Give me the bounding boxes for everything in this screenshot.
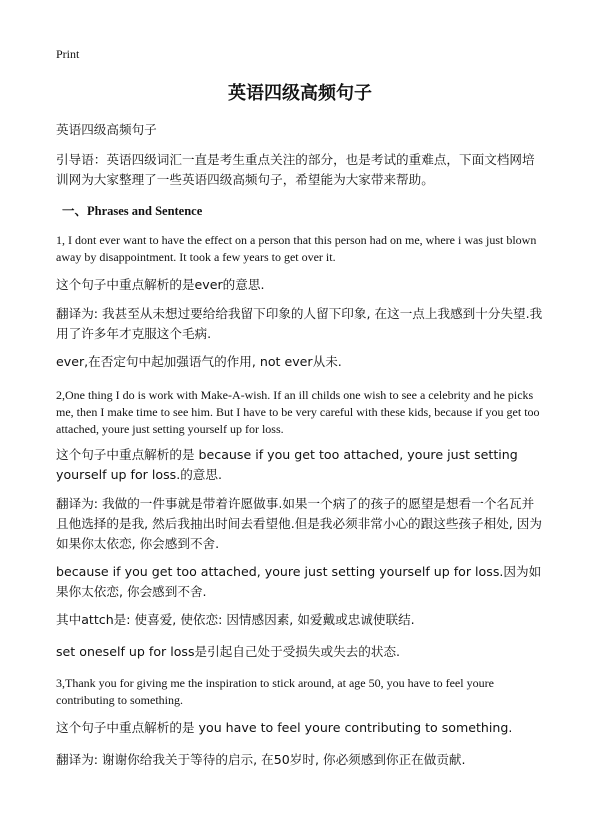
page-title: 英语四级高频句子	[228, 83, 372, 104]
sentence-1-analysis: 这个句子中重点解析的是ever的意思.	[56, 277, 265, 292]
sentence-1-translation: 翻译为: 我甚至从未想过要给给我留下印象的人留下印象, 在这一点上我感到十分失望.我用了许多年才克服这个毛病.	[56, 306, 543, 341]
sentence-2-note: because if you get too attached, youre just setting yourself up for loss.因为如果你太依恋, 你会感到不舍.	[56, 564, 542, 599]
sentence-3-translation: 翻译为: 谢谢你给我关于等待的启示, 在50岁时, 你必须感到你正在做贡献.	[56, 752, 466, 767]
sentence-1-note: ever,在否定句中起加强语气的作用, not ever从未.	[56, 354, 342, 369]
sentence-2-translation: 翻译为: 我做的一件事就是带着许愿做事.如果一个病了的孩子的愿望是想看一个名瓦并且他选择的是我, 然后我抽出时间去看望他.但是我必须非常小心的跟这些孩子相处, 因为如果你太依恋, 你会感到不舍.	[56, 496, 542, 551]
print-label[interactable]: Print	[56, 47, 80, 61]
sentence-3: 3,Thank you for giving me the inspiration to stick around, at age 50, you have to feel youre contributing to something.	[56, 676, 494, 707]
sentence-1: 1, I dont ever want to have the effect on a person that this person had on me, where i was just blown away by disappointment. It took a few years to get over it.	[56, 233, 537, 264]
sentence-2: 2,One thing I do is work with Make-A-wish. If an ill childs one wish to see a celebrity and he picks me, then I make time to see him. But I have to be very careful with these kids, because if you get too attached, youre just setting yourself up for loss.	[56, 388, 540, 436]
sentence-2-analysis: 这个句子中重点解析的是 because if you get too attached, youre just setting yourself up for loss.的意思.	[56, 447, 518, 482]
sentence-3-analysis: 这个句子中重点解析的是 you have to feel youre contributing to something.	[56, 720, 513, 735]
sentence-2-vocab: 其中attch是: 使喜爱, 使依恋: 因情感因素, 如爱戴或忠诚使联结.	[56, 612, 415, 627]
section-heading: 一、Phrases and Sentence	[62, 204, 203, 218]
doc-subtitle: 英语四级高频句子	[56, 122, 157, 137]
sentence-2-phrase: set oneself up for loss是引起自己处于受损失或失去的状态.	[56, 644, 401, 659]
intro-paragraph: 引导语：英语四级词汇一直是考生重点关注的部分，也是考试的重难点，下面文档网培训网为大家整理了一些英语四级高频句子，希望能为大家带来帮助。	[56, 152, 535, 187]
